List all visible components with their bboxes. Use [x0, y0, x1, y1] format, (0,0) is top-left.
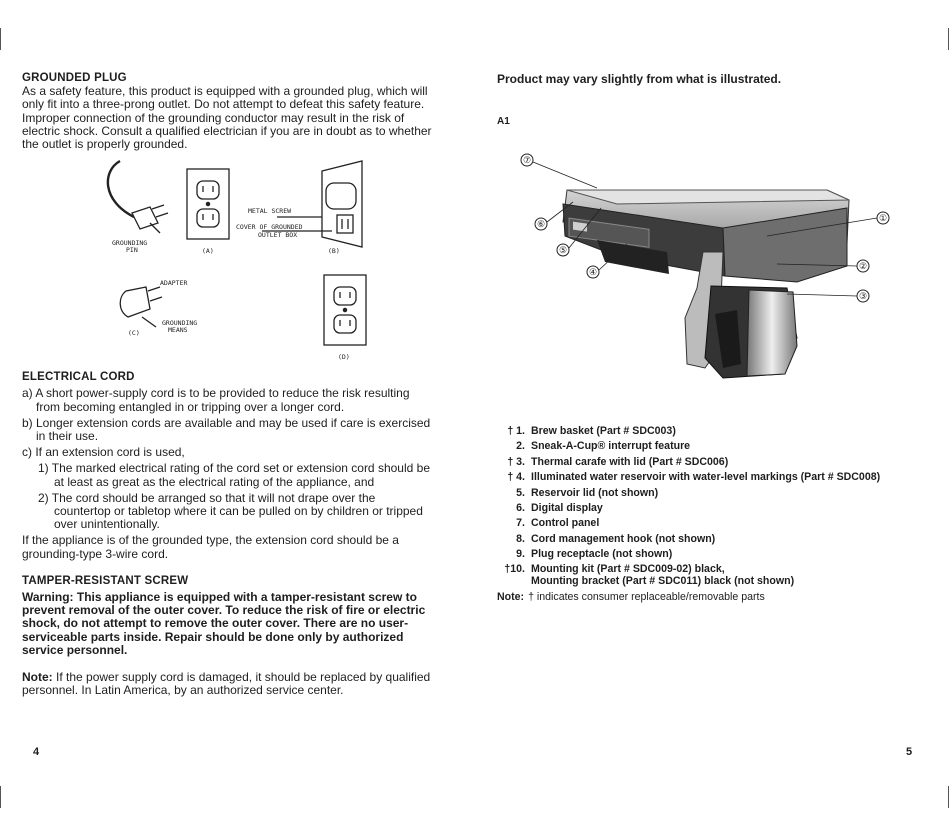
cord-item-c1: 1) The marked electrical rating of the cord set or extension cord should be at least as great as the electrical rating of the appliance, and [38, 461, 430, 489]
electrical-cord-heading: ELECTRICAL CORD [22, 371, 135, 384]
illustration-disclaimer: Product may vary slightly from what is illustrated. [497, 72, 782, 86]
left-page [22, 72, 434, 697]
grounded-plug-body: As a safety feature, this product is equipped with a grounded plug, which will only fit into a three-prong outlet. Do not attempt to defeat this safety feature. Improper connection of the grounding conductor may result in the risk of electric shock. Consult a qualified electrician if you are in doubt as to whether the outlet is properly grounded. [22, 84, 432, 152]
list-item: † 4. Illuminated water reservoir with water-level markings (Part # SDC008) [507, 471, 881, 484]
callout-3: ③ [858, 292, 868, 302]
callout-4: ④ [588, 268, 598, 278]
cover-label: COVER OF GROUNDED [236, 223, 303, 232]
note-label: Note: [497, 590, 525, 603]
figure-b-label: (B) [328, 247, 340, 256]
right-page [497, 72, 897, 612]
list-item: 9. Plug receptacle (not shown) [516, 548, 673, 561]
parts-note [497, 590, 880, 605]
note-text: † indicates consumer replaceable/removable parts [528, 590, 765, 603]
list-item: † 1. Brew basket (Part # SDC003) [507, 425, 676, 437]
tamper-warning: Warning: This appliance is equipped with a tamper-resistant screw to prevent removal of the outer cover. To reduce the risk of fire or electric shock, do not attempt to remove the outer cover. There are no user-serviceable parts inside. Repair should be done only by authorized service personnel. [22, 590, 426, 657]
list-item: 8. Cord management hook (not shown) [516, 532, 716, 545]
list-item: †10. Mounting kit (Part # SDC009-02) black, [504, 562, 725, 575]
figure-a-label: (A) [202, 247, 214, 256]
note-label: Note: [22, 670, 53, 685]
list-item: 6. Digital display [516, 502, 603, 515]
figure-c-label: (C) [128, 329, 140, 338]
plug-outlet-diagram [22, 157, 434, 367]
crop-mark [948, 28, 949, 50]
callout-1: ① [878, 214, 888, 224]
cord-item-c2: 2) The cord should be arranged so that it will not drape over the countertop or tabletop where it can be pulled on by children or tripped over unintentionally. [38, 490, 423, 532]
cord-item-a: a) A short power-supply cord is to be provided to reduce the risk resulting from becoming entangled in or tripping over a longer cord. [22, 386, 410, 414]
list-item: † 3. Thermal carafe with lid (Part # SDC006) [507, 455, 729, 468]
power-cord-note [22, 671, 434, 697]
grounded-plug-heading: GROUNDED PLUG [22, 72, 127, 84]
tamper-heading: TAMPER-RESISTANT SCREW [22, 574, 189, 587]
parts-list [497, 424, 880, 605]
list-item: 2. Sneak-A-Cup® interrupt feature [516, 440, 691, 453]
grounding-means-label: MEANS [168, 326, 188, 335]
cord-item-c: c) If an extension cord is used, [22, 445, 185, 460]
page-number-left: 4 [33, 746, 40, 758]
crop-mark [0, 28, 1, 50]
grounding-means-label: GROUNDING [162, 319, 198, 328]
crop-mark [948, 786, 949, 808]
outlet-box-label: OUTLET BOX [258, 231, 298, 240]
list-item: 7. Control panel [516, 517, 600, 530]
adapter-label: ADAPTER [160, 279, 188, 288]
list-item: Mounting bracket (Part # SDC011) black (not shown) [531, 574, 795, 587]
metal-screw-label: METAL SCREW [248, 207, 292, 216]
callout-2: ② [858, 262, 868, 272]
cord-item-b: b) Longer extension cords are available and may be used if care is exercised in their use. [22, 415, 431, 444]
coffee-maker-illustration [497, 156, 897, 418]
figure-d-label: (D) [338, 353, 350, 362]
crop-mark [0, 786, 1, 808]
list-item: 5. Reservoir lid (not shown) [516, 486, 659, 499]
callout-6: ⑥ [536, 220, 546, 230]
figure-label: A1 [497, 116, 510, 127]
note-text: If the power supply cord is damaged, it should be replaced by qualified personnel. In Latin America, by an authorized service center. [22, 670, 431, 698]
callout-5: ⑤ [558, 246, 568, 256]
callout-7: ⑦ [522, 156, 532, 166]
page-number-right: 5 [906, 746, 913, 758]
grounding-pin-label: GROUNDING [112, 239, 148, 248]
grounding-pin-label: PIN [126, 246, 138, 255]
grounded-type-text: If the appliance is of the grounded type, the extension cord should be a grounding-type 3-wire cord. [22, 533, 399, 561]
